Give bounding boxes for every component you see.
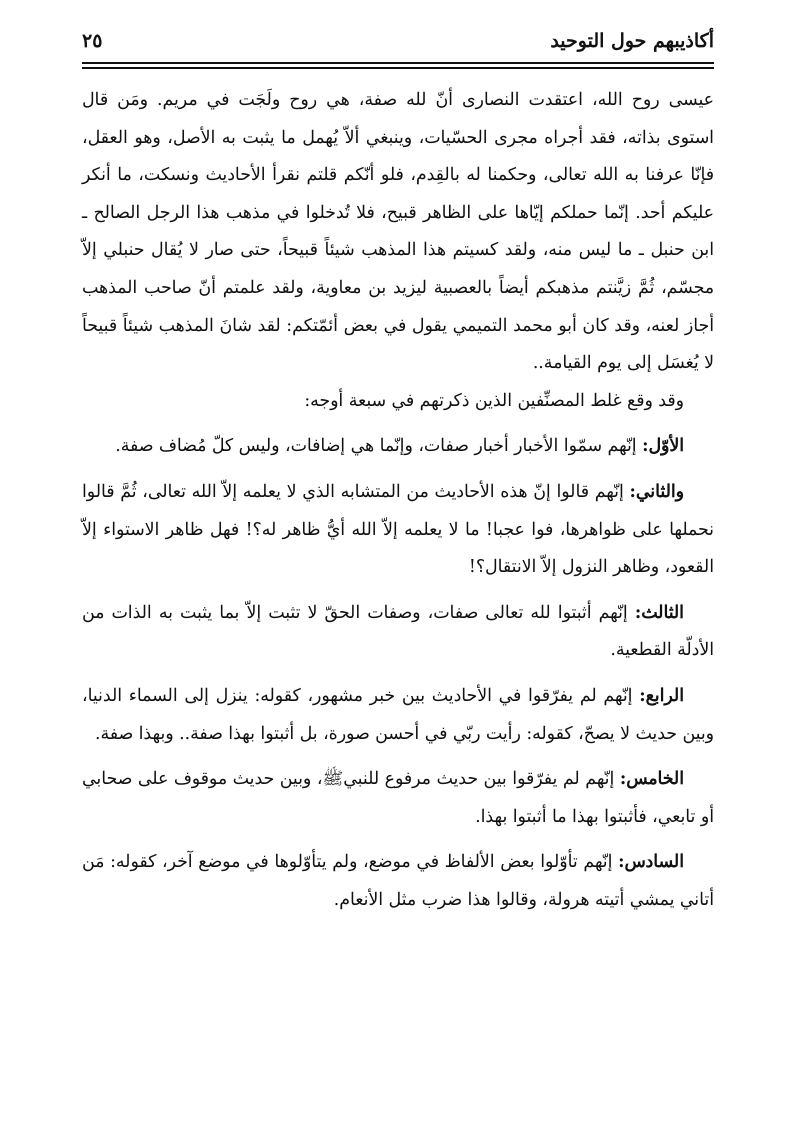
paragraph-text: عيسى روح الله، اعتقدت النصارى أنّ لله صفة، هي روح ولَجَت في مريم. ومَن قال استوى بذاته، فقد أجراه مجرى الحسّيات، وينبغي ألاّ يُهمل ما يثبت به الأصل، وهو العقل، فإنّا عرفنا به الله تعالى، وحكمنا له بالقِدم، فلو أنّكم قلتم نقرأ الأحاديث ونسكت، ما أنكر عليكم أحد. إنّما حملكم إيّاها على الظاهر قبيح، فلا تُدخلوا في مذهب هذا الرجل الصالح ـ ابن حنبل ـ ما ليس منه، ولقد كسيتم هذا المذهب شيئاً قبيحاً، حتى صار لا يُقال حنبلي إلاّ مجسّم، ثُمَّ زيَّنتم مذهبكم أيضاً بالعصبية ليزيد بن معاوية، ولقد علمتم أنّ صاحب المذهب أجاز لعنه، وقد كان أبو محمد التميمي يقول في بعض أئمّتكم: لقد شانَ المذهب شيئاً قبيحاً لا يُغسَل إلى يوم القيامة.. bbox=[82, 90, 714, 374]
paragraph-2 bbox=[82, 383, 714, 421]
point-lead: السادس: bbox=[618, 852, 684, 873]
spacer bbox=[82, 587, 714, 595]
point-text: إنّهم أثبتوا لله تعالى صفات، وصفات الحقّ لا تثبت إلاّ بما يثبت به الذات من الأدلّة القطعية. bbox=[82, 602, 714, 661]
paragraph-1 bbox=[82, 82, 714, 383]
point-6 bbox=[82, 844, 714, 919]
body-text bbox=[82, 82, 714, 919]
point-5 bbox=[82, 761, 714, 836]
point-1 bbox=[82, 428, 714, 466]
spacer bbox=[82, 670, 714, 678]
point-text: إنّهم سمّوا الأخبار أخبار صفات، وإنّما هي إضافات، وليس كلّ مُضاف صفة. bbox=[115, 436, 643, 457]
point-lead: الرابع: bbox=[639, 685, 684, 706]
point-lead: الثالث: bbox=[634, 602, 684, 623]
running-title: أكاذيبهم حول التوحيد bbox=[550, 30, 714, 52]
point-text: إنّهم تأوّلوا بعض الألفاظ في موضع، ولم يتأوّلوها في موضع آخر، كقوله: مَن أتاني يمشي أتيته هرولة، وقالوا هذا ضرب مثل الأنعام. bbox=[82, 852, 714, 910]
paragraph-text: وقد وقع غلط المصنِّفين الذين ذكرتهم في سبعة أوجه: bbox=[304, 390, 684, 411]
point-lead: الخامس: bbox=[619, 769, 684, 790]
header-rule-bottom bbox=[82, 67, 714, 69]
point-text: إنّهم لم يفرّقوا بين حديث مرفوع للنبيﷺ، وبين حديث موقوف على صحابي أو تابعي، فأثبتوا بهذا ما أثبتوا بهذا. bbox=[82, 769, 714, 827]
header-rule-top bbox=[82, 62, 714, 64]
spacer bbox=[82, 420, 714, 428]
spacer bbox=[82, 466, 714, 474]
point-lead: والثاني: bbox=[629, 481, 684, 502]
spacer bbox=[82, 753, 714, 761]
page-number: ٢٥ bbox=[82, 30, 103, 52]
page-header bbox=[82, 30, 714, 64]
point-lead: الأوّل: bbox=[642, 436, 684, 457]
point-2 bbox=[82, 474, 714, 587]
point-4 bbox=[82, 678, 714, 753]
point-3 bbox=[82, 595, 714, 670]
spacer bbox=[82, 836, 714, 844]
point-text: إنّهم قالوا إنّ هذه الأحاديث من المتشابه الذي لا يعلمه إلاّ الله تعالى، ثُمَّ قالوا نحملها على ظواهرها، فوا عجبا! ما لا يعلمه إلاّ الله أيُّ ظاهر له؟! فهل ظاهر الاستواء إلاّ القعود، وظاهر النزول إلاّ الانتقال؟! bbox=[82, 481, 714, 578]
point-text: إنّهم لم يفرّقوا في الأحاديث بين خبر مشهور، كقوله: ينزل إلى السماء الدنيا، وبين حديث لا يصحّ، كقوله: رأيت ربّي في أحسن صورة، بل أثبتوا بهذا صفة.. وبهذا صفة. bbox=[82, 685, 714, 744]
